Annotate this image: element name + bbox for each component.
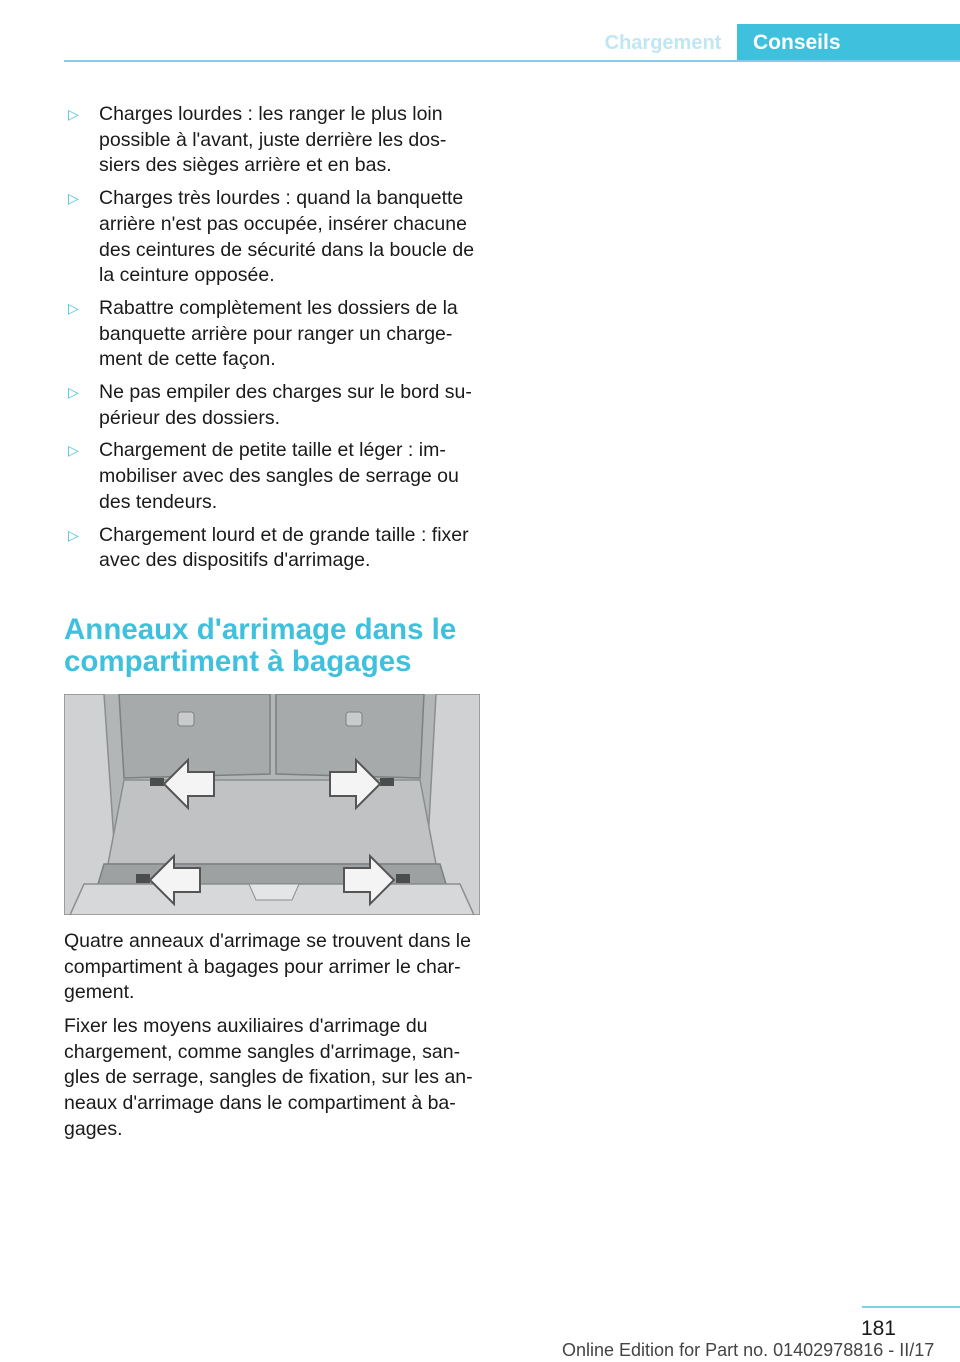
trunk-illustration xyxy=(64,694,480,915)
paragraph: Quatre anneaux d'arrimage se trouvent dans le compartiment à bagages pour arrimer le char‐gement. xyxy=(64,929,471,1004)
trunk-illustration-svg xyxy=(64,694,480,915)
list-item xyxy=(64,523,482,574)
list-item-text: Ne pas empiler des charges sur le bord su‐périeur des dossiers. xyxy=(99,381,472,429)
triangle-bullet-icon: ▷ xyxy=(68,106,79,122)
list-item-text: Charges très lourdes : quand la banquette arrière n'est pas occupée, insérer chacune des ceintures de sécurité dans la boucle de la ceinture opposée. xyxy=(99,187,475,287)
list-item-text: Rabattre complètement les dossiers de la banquette arrière pour ranger un charge‐ment de cette façon. xyxy=(99,296,458,371)
triangle-bullet-icon: ▷ xyxy=(68,299,79,316)
triangle-bullet-icon: ▷ xyxy=(68,526,79,543)
edition-footer: Online Edition for Part no. 01402978816 - II/17 xyxy=(562,1340,935,1360)
triangle-bullet-icon: ▷ xyxy=(68,384,79,401)
main-content xyxy=(64,102,482,1151)
footer-rule xyxy=(862,1306,960,1308)
list-item-text: Chargement de petite taille et léger : im‐mobiliser avec des sangles de serrage ou des tendeurs. xyxy=(99,439,459,513)
section-title: Anneaux d'arrimage dans le compartiment à bagages xyxy=(64,612,457,678)
header-rule xyxy=(64,60,960,62)
page-number: 181 xyxy=(860,1317,896,1340)
list-item xyxy=(64,102,482,179)
list-item xyxy=(64,380,482,431)
list-item xyxy=(64,296,482,373)
header-active-tab: Conseils xyxy=(737,24,960,62)
list-item-text: Chargement lourd et de grande taille : fixer avec des dispositifs d'arrimage. xyxy=(99,523,469,572)
list-item xyxy=(64,438,482,515)
paragraph: Fixer les moyens auxiliaires d'arrimage du chargement, comme sangles d'arrimage, san‐gles de serrage, sangles de fixation, sur les an‐neaux d'arrimage dans le compartiment à ba‐gages. xyxy=(64,1015,473,1140)
list-item xyxy=(64,186,482,289)
triangle-bullet-icon: ▷ xyxy=(68,442,79,459)
triangle-bullet-icon: ▷ xyxy=(68,190,79,207)
header-section-label: Chargement xyxy=(604,32,722,54)
list-item-text: Charges lourdes : les ranger le plus loin possible à l'avant, juste derrière les dos‐siers des sièges arrière et en bas. xyxy=(99,103,447,177)
bullet-list xyxy=(64,102,482,574)
